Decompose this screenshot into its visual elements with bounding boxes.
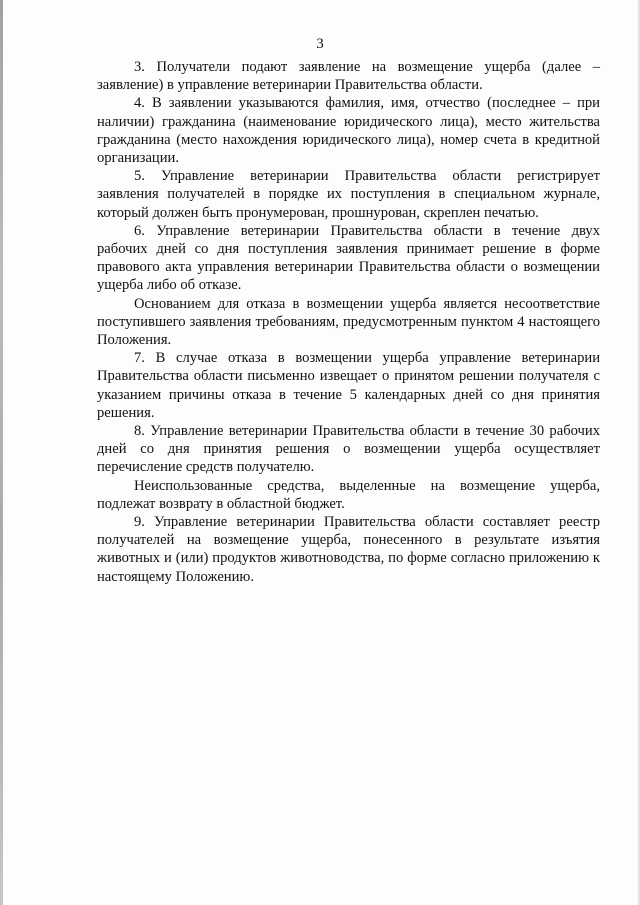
paragraph-item-8: 8. Управление ветеринарии Правительства области в течение 30 рабочих дней со дня принятия решения о возмещении ущерба осуществляет перечисление средств получателю. <box>97 423 600 476</box>
scan-edge-left <box>0 0 3 905</box>
page-number: 3 <box>316 36 324 52</box>
paragraph-item-7: 7. В случае отказа в возмещении ущерба управление ветеринарии Правительства области письменно извещает о принятом решении получателя с указанием причины отказа в течение 5 календарных дней со дня принятия решения. <box>97 350 600 421</box>
paragraph-item-5: 5. Управление ветеринарии Правительства области регистрирует заявления получателей в порядке их поступления в специальном журнале, который должен быть пронумерован, прошнурован, скреплен печатью. <box>97 168 600 221</box>
paragraph-item-3: 3. Получатели подают заявление на возмещение ущерба (далее – заявление) в управление ветеринарии Правительства области. <box>97 59 600 94</box>
paragraph-unused-funds: Неиспользованные средства, выделенные на возмещение ущерба, подлежат возврату в областной бюджет. <box>97 477 600 512</box>
paragraph-item-6: 6. Управление ветеринарии Правительства области в течение двух рабочих дней со дня поступления заявления принимает решение в форме правового акта управления ветеринарии Правительства области о возмещении ущерба либо об отказе. <box>97 222 600 294</box>
paragraph-item-4: 4. В заявлении указываются фамилия, имя, отчество (последнее – при наличии) гражданина (наименование юридического лица), место жительства гражданина (место нахождения юридического лица), номер счета в кредитной организации. <box>97 95 600 167</box>
paragraph-refusal-basis: Основанием для отказа в возмещении ущерба является несоответствие поступившего заявления требованиям, предусмотренным пунктом 4 настоящего Положения. <box>97 295 600 349</box>
document-body <box>97 58 600 586</box>
paragraph-item-9: 9. Управление ветеринарии Правительства области составляет реестр получателей на возмещение ущерба, понесенного в результате изъятия животных и (или) продуктов животноводства, по форме согласно приложению к настоящему Положению. <box>97 514 600 585</box>
